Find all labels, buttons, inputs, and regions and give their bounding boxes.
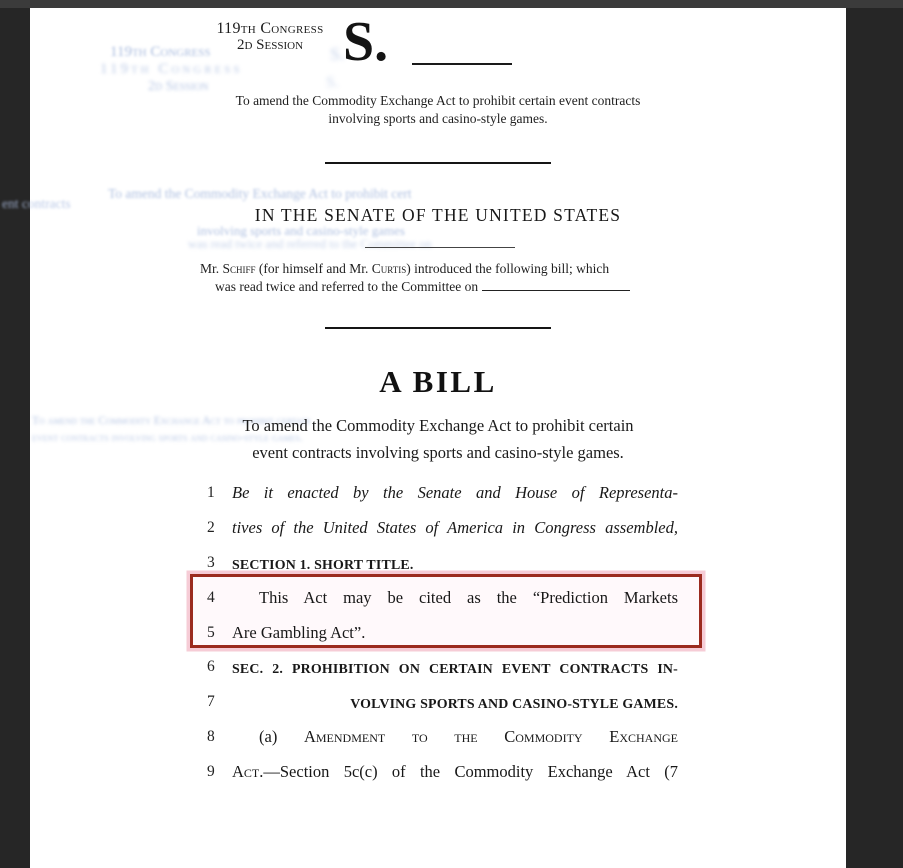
section-heading-continued: VOLVING SPORTS AND CASINO-STYLE GAMES.: [350, 697, 678, 713]
line-number: 9: [207, 763, 215, 780]
line-text: This Act may be cited as the “Prediction Markets: [259, 587, 678, 607]
bill-long-title: [30, 413, 846, 466]
line-text-rest: .—Section 5c(c) of the Commodity Exchange Act (7: [259, 762, 678, 781]
bill-line-4: [207, 587, 678, 622]
congress-number: 119th Congress: [216, 20, 324, 37]
line-number: 8: [207, 728, 215, 746]
bill-line-5: [207, 622, 678, 657]
bill-line-7: [207, 691, 678, 726]
sponsor-mid: (for himself and Mr.: [255, 261, 372, 276]
subsection-title: Amendment to the Commodity Exchange: [303, 727, 678, 747]
line-text: Be it enacted by the Senate and House of Representa-: [232, 483, 678, 502]
ghost-text-artifact: To amend the Commodity Exchange Act to prohibit cert: [108, 186, 412, 201]
line-text: [232, 761, 678, 796]
sponsor-suffix: ) introduced the following bill; which: [406, 261, 610, 276]
chamber-heading: IN THE SENATE OF THE UNITED STATES: [254, 205, 622, 225]
session-number: 2d Session: [236, 37, 304, 53]
committee-blank: [482, 279, 630, 291]
ghost-text-artifact: ent contracts: [2, 196, 71, 211]
ghost-text-artifact: S.: [326, 74, 339, 91]
sponsor-line-1: [200, 260, 678, 278]
ghost-text-artifact: 119th Congress: [100, 61, 243, 77]
referred-text: was read twice and referred to the Committee on: [215, 278, 482, 294]
line-number: 5: [207, 623, 215, 641]
long-title-line: event contracts involving sports and casino-style games.: [252, 442, 624, 462]
ghost-text-artifact: 2d Session: [148, 79, 209, 94]
long-title-line: To amend the Commodity Exchange Act to prohibit certain: [242, 416, 634, 435]
line-number: 7: [207, 693, 215, 711]
bill-line-3: [207, 552, 678, 587]
bill-line-6: [207, 656, 678, 691]
bill-designation: S.: [343, 11, 389, 73]
sponsor-prefix: Mr.: [200, 261, 223, 276]
window-chrome-bar: [0, 0, 903, 8]
section-heading: SECTION 1. SHORT TITLE.: [232, 557, 414, 573]
bill-line-2: [207, 517, 678, 552]
line-number: 6: [207, 658, 215, 676]
line-text: tives of the United States of America in Congress assembled,: [232, 517, 678, 537]
summary-line: To amend the Commodity Exchange Act to prohibit certain event contracts: [235, 93, 641, 108]
sponsor-name: Schiff: [222, 261, 256, 276]
ghost-text-artifact: involving sports and casino-style games: [197, 223, 405, 238]
line-number: 4: [207, 588, 215, 606]
subsection-title: Act: [232, 762, 260, 781]
congress-session-block: [180, 20, 360, 53]
line-number: 1: [207, 484, 215, 501]
line-number: 2: [207, 518, 215, 536]
ghost-text-artifact: event contracts involving sports and casino-style games.: [32, 432, 303, 444]
bill-document-page: [30, 8, 846, 868]
ghost-text-artifact: To amend the Commodity Exchange Act to prohibit certain: [32, 415, 311, 427]
divider-rule: [325, 327, 551, 329]
bill-line-9: [207, 761, 678, 796]
bill-heading: A BILL: [379, 364, 497, 399]
divider-rule-short: [365, 247, 515, 248]
bill-number-blank: [412, 63, 512, 65]
section-heading: SEC. 2. PROHIBITION ON CERTAIN EVENT CONTRACTS IN-: [232, 662, 678, 678]
bill-text-lines: [207, 482, 678, 796]
ghost-text-artifact: 119th Congress: [110, 44, 211, 60]
cosponsor-name: Curtis: [371, 261, 407, 276]
ghost-text-artifact: S.: [330, 44, 345, 64]
line-text: [232, 726, 678, 761]
line-number: 3: [207, 553, 215, 571]
bill-line-8: [207, 726, 678, 761]
official-title-summary: [30, 92, 846, 127]
subsection-marker: (a): [259, 727, 304, 747]
line-text: Are Gambling Act”.: [232, 622, 366, 642]
sponsor-paragraph: [200, 260, 678, 295]
sponsor-line-2: [200, 278, 678, 296]
summary-line: involving sports and casino-style games.: [328, 110, 548, 126]
ghost-text-artifact: was read twice and referred to the Committee on: [188, 237, 432, 251]
bill-line-1: [207, 482, 678, 517]
divider-rule: [325, 162, 551, 164]
